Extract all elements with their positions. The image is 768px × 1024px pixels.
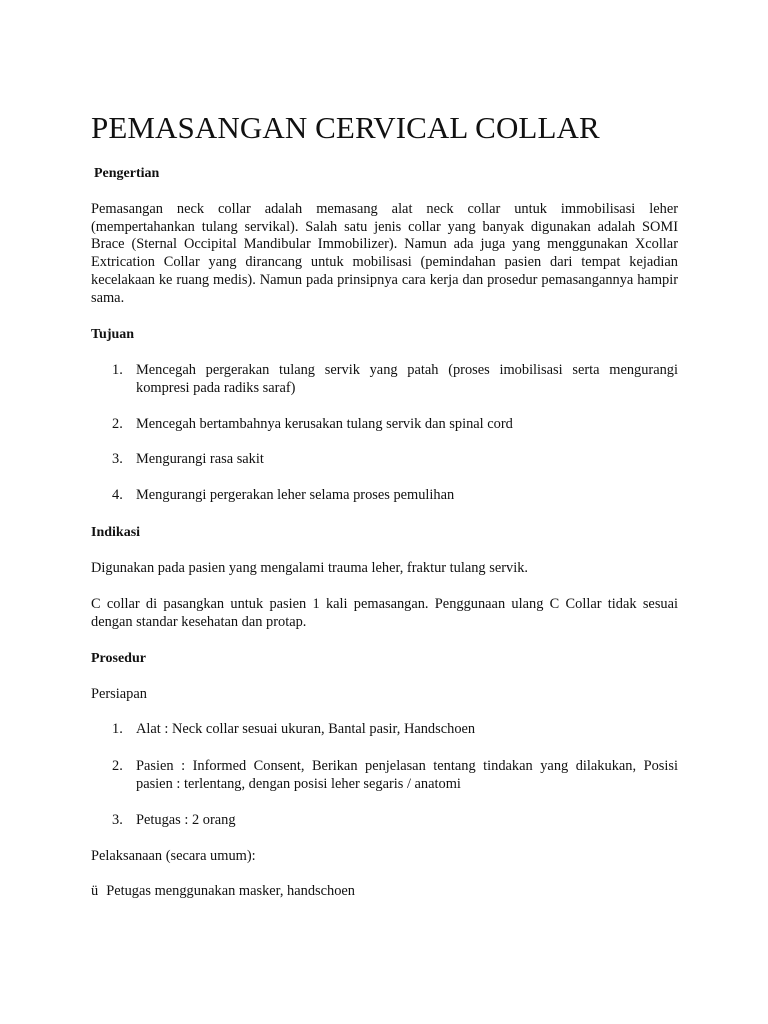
indikasi-paragraph-2: C collar di pasangkan untuk pasien 1 kali pemasangan. Penggunaan ulang C Collar tidak sesuai dengan standar kesehatan dan protap. xyxy=(91,596,678,630)
list-item-number: 4. xyxy=(112,487,123,503)
list-item-number: 3. xyxy=(112,451,123,467)
list-item xyxy=(91,758,678,793)
pengertian-paragraph: Pemasangan neck collar adalah memasang alat neck collar untuk immobilisasi leher (mempertahankan tulang servikal). Salah satu jenis collar yang banyak digunakan adalah SOMI Brace (Sternal Occipital Mandibular Immobilizer). Namun ada juga yang menggunakan Xcollar Extrication Collar yang dirancang untuk mobilisasi (pemindahan pasien dari tempat kejadian kecelakaan ke ruang medis). Namun pada prinsipnya cara kerja dan prosedur pemasangannya hampir sama. xyxy=(91,201,678,306)
persiapan-label: Persiapan xyxy=(91,686,147,702)
list-item xyxy=(91,451,678,469)
section-heading-tujuan: Tujuan xyxy=(91,327,135,342)
list-item xyxy=(91,416,678,434)
list-item-text: Mengurangi pergerakan leher selama proses pemulihan xyxy=(136,487,455,503)
list-item-text: Petugas : 2 orang xyxy=(136,812,236,828)
list-item xyxy=(91,812,678,830)
list-item-text: Pasien : Informed Consent, Berikan penjelasan tentang tindakan yang dilakukan, Posisi pasien : terlentang, dengan posisi leher segaris / anatomi xyxy=(136,758,678,792)
pelaksanaan-label: Pelaksanaan (secara umum): xyxy=(91,848,256,864)
list-item xyxy=(91,362,678,397)
list-item-number: 2. xyxy=(112,416,123,432)
document-title: PEMASANGAN CERVICAL COLLAR xyxy=(91,110,600,145)
list-item xyxy=(91,487,678,505)
list-item-number: 3. xyxy=(112,812,123,828)
list-item-number: 1. xyxy=(112,721,123,737)
bullet-item xyxy=(91,883,355,901)
list-item-text: Mengurangi rasa sakit xyxy=(136,451,264,467)
bullet-item-text: Petugas menggunakan masker, handschoen xyxy=(106,883,355,899)
section-heading-indikasi: Indikasi xyxy=(91,525,141,540)
list-item-text: Mencegah bertambahnya kerusakan tulang servik dan spinal cord xyxy=(136,416,513,432)
list-item-text: Mencegah pergerakan tulang servik yang patah (proses imobilisasi serta mengurangi kompresi pada radiks saraf) xyxy=(136,362,678,396)
list-item xyxy=(91,721,678,739)
indikasi-paragraph-1: Digunakan pada pasien yang mengalami trauma leher, fraktur tulang servik. xyxy=(91,560,528,576)
checkmark-bullet-icon: ü xyxy=(91,883,99,899)
list-item-number: 1. xyxy=(112,362,123,378)
section-heading-prosedur: Prosedur xyxy=(91,651,146,666)
section-heading-pengertian: Pengertian xyxy=(94,166,160,181)
list-item-number: 2. xyxy=(112,758,123,774)
list-item-text: Alat : Neck collar sesuai ukuran, Bantal pasir, Handschoen xyxy=(136,721,476,737)
